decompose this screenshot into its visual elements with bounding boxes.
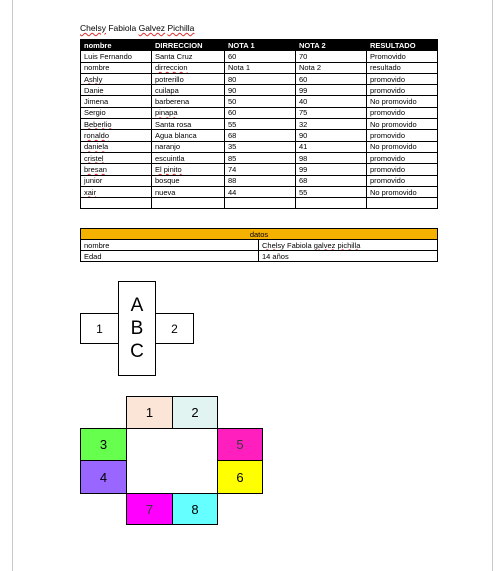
cell-text: 50 — [228, 97, 237, 107]
datos-surname-2: pichilla — [337, 240, 361, 250]
cell-nota-2 — [296, 96, 367, 107]
cell-direccion — [152, 130, 225, 141]
datos-row-edad — [81, 251, 438, 262]
datos-label-nombre: nombre — [81, 240, 259, 251]
page-margin-right — [492, 0, 493, 571]
cell-text: cuilapa — [155, 85, 179, 95]
cell-text: naranjo — [155, 142, 181, 152]
cell-text: ronaldo — [84, 131, 110, 141]
cell-nota-1 — [225, 164, 296, 175]
grid-cell-6: 6 — [217, 460, 263, 494]
header-nombre: nombre — [81, 40, 152, 51]
cell-resultado — [367, 96, 438, 107]
datos-table — [80, 228, 438, 262]
cell-direccion — [152, 85, 225, 96]
cell-resultado — [367, 141, 438, 152]
cell-nombre — [81, 186, 152, 197]
title-first-name: Chelsy — [80, 23, 106, 33]
cell-text: 41 — [299, 142, 308, 152]
grid-cell-2: 2 — [172, 396, 218, 429]
cell-direccion — [152, 175, 225, 186]
cell-resultado — [367, 164, 438, 175]
table-row — [81, 62, 438, 73]
cell-text: 32 — [299, 119, 308, 129]
cell-direccion — [152, 73, 225, 84]
datos-surname-1: galvez — [313, 240, 336, 250]
cell-text: resultado — [370, 63, 401, 73]
cell-text: 99 — [299, 85, 308, 95]
cell-resultado — [367, 107, 438, 118]
cell-resultado — [367, 51, 438, 62]
title-surname-2: Pichilla — [167, 23, 195, 33]
cell-text: Danie — [84, 85, 104, 95]
cell-nota-2 — [296, 164, 367, 175]
cell-nota-2 — [296, 51, 367, 62]
datos-value-edad: 14 años — [259, 251, 438, 262]
cell-resultado — [367, 130, 438, 141]
cross-letter-b: B — [130, 318, 144, 339]
datos-value-nombre — [259, 240, 438, 251]
cell-text: 80 — [228, 74, 237, 84]
cell-direccion — [152, 62, 225, 73]
header-resultado: RESULTADO — [367, 40, 438, 51]
cell-direccion — [152, 51, 225, 62]
cell-text: 74 — [228, 164, 237, 174]
cell-text: Santa rosa — [155, 119, 192, 129]
cell-text: pinapa — [155, 108, 178, 118]
cross-left-cell: 1 — [80, 313, 119, 344]
cell-nota-2 — [296, 152, 367, 163]
cell-direccion — [152, 198, 225, 209]
cell-resultado — [367, 62, 438, 73]
cell-direccion — [152, 119, 225, 130]
cell-text: nueva — [155, 187, 176, 197]
cell-text: promovido — [370, 108, 406, 118]
cell-text: 88 — [228, 176, 237, 186]
cell-nota-1 — [225, 119, 296, 130]
cell-text: 60 — [299, 74, 308, 84]
cell-nota-1 — [225, 141, 296, 152]
grid-cell-4: 4 — [80, 460, 127, 494]
cell-text: 90 — [228, 85, 237, 95]
cell-nota-2 — [296, 141, 367, 152]
cell-text: barberena — [155, 97, 190, 107]
cell-nota-1 — [225, 85, 296, 96]
header-nota-2: NOTA 2 — [296, 40, 367, 51]
document-title — [80, 23, 194, 33]
table-row — [81, 107, 438, 118]
grid-cell-8: 8 — [172, 493, 218, 525]
cell-nota-1 — [225, 96, 296, 107]
cell-resultado — [367, 119, 438, 130]
cell-resultado — [367, 73, 438, 84]
cell-resultado — [367, 85, 438, 96]
title-middle-name: Fabiola — [105, 23, 139, 33]
cell-nota-1 — [225, 73, 296, 84]
table-row — [81, 130, 438, 141]
cell-text: cristel — [84, 153, 104, 163]
cell-nombre — [81, 198, 152, 209]
cell-text: promovido — [370, 153, 406, 163]
table-row — [81, 141, 438, 152]
table-row — [81, 198, 438, 209]
cell-nota-2 — [296, 175, 367, 186]
cell-nota-2 — [296, 85, 367, 96]
cell-text: bresan — [84, 164, 107, 174]
cell-nombre — [81, 85, 152, 96]
table-row — [81, 164, 438, 175]
cell-nombre — [81, 141, 152, 152]
cell-nota-2 — [296, 198, 367, 209]
cross-center-cell — [118, 281, 156, 376]
cell-text: bosque — [155, 176, 180, 186]
cell-nota-2 — [296, 107, 367, 118]
table-row — [81, 96, 438, 107]
grid-cell-5: 5 — [217, 428, 263, 461]
cell-text: Luis Fernando — [84, 51, 132, 61]
cell-text: 68 — [299, 176, 308, 186]
cell-text: promovido — [370, 131, 406, 141]
datos-header: datos — [81, 229, 438, 240]
header-nota-1: NOTA 1 — [225, 40, 296, 51]
cell-nota-2 — [296, 186, 367, 197]
title-surname-1: Galvez — [138, 23, 166, 33]
cell-direccion — [152, 141, 225, 152]
cell-direccion — [152, 164, 225, 175]
cell-text: promovido — [370, 176, 406, 186]
cell-text: 60 — [228, 108, 237, 118]
datos-middle-name: Fabiola — [284, 240, 314, 250]
cell-nota-1 — [225, 130, 296, 141]
cell-text: Beberlio — [84, 119, 112, 129]
datos-label-edad: Edad — [81, 251, 259, 262]
cell-resultado — [367, 186, 438, 197]
cell-text: 44 — [228, 187, 237, 197]
cross-right-cell: 2 — [155, 313, 194, 344]
table-row — [81, 175, 438, 186]
cell-resultado — [367, 198, 438, 209]
cell-nombre — [81, 164, 152, 175]
cell-text: 40 — [299, 97, 308, 107]
cell-nombre — [81, 73, 152, 84]
grades-header-row — [81, 40, 438, 51]
cell-nota-1 — [225, 175, 296, 186]
cell-text: xair — [84, 187, 97, 197]
cell-text: Nota 2 — [299, 63, 322, 73]
cell-text: promovido — [370, 74, 406, 84]
cell-nota-2 — [296, 130, 367, 141]
cell-text: Santa Cruz — [155, 51, 193, 61]
datos-first-name: Chelsy — [262, 240, 285, 250]
datos-header-row — [81, 229, 438, 240]
cell-text: escuintla — [155, 153, 185, 163]
grades-table — [80, 39, 438, 209]
cell-nombre — [81, 130, 152, 141]
grid-cell-3: 3 — [80, 428, 127, 461]
cell-text: No promovido — [370, 187, 417, 197]
cell-nota-2 — [296, 62, 367, 73]
grid-cell-7: 7 — [126, 493, 173, 525]
cell-text: Sergio — [84, 108, 106, 118]
cell-text: 35 — [228, 142, 237, 152]
table-row — [81, 51, 438, 62]
cell-text: 85 — [228, 153, 237, 163]
cell-nombre — [81, 96, 152, 107]
grid-cell-1: 1 — [126, 396, 173, 429]
cell-text: 70 — [299, 51, 308, 61]
cell-text: Agua blanca — [155, 131, 197, 141]
cell-nota-2 — [296, 73, 367, 84]
table-row — [81, 73, 438, 84]
cell-text: nombre — [84, 63, 110, 73]
cell-text: Jimena — [84, 97, 109, 107]
table-row — [81, 152, 438, 163]
cell-text: potrerillo — [155, 74, 184, 84]
cross-letter-c: C — [130, 341, 144, 362]
cell-text: 75 — [299, 108, 308, 118]
cell-direccion — [152, 186, 225, 197]
cell-direccion — [152, 107, 225, 118]
cell-direccion — [152, 152, 225, 163]
cell-text: Nota 1 — [228, 63, 251, 73]
cell-nombre — [81, 119, 152, 130]
datos-row-nombre — [81, 240, 438, 251]
cell-direccion — [152, 96, 225, 107]
cell-text: Ashly — [84, 74, 103, 84]
cell-text: No promovido — [370, 142, 417, 152]
table-row — [81, 186, 438, 197]
cell-text: Promovido — [370, 51, 406, 61]
cell-text: 98 — [299, 153, 308, 163]
cell-nota-1 — [225, 152, 296, 163]
cell-text: El pinito — [155, 164, 182, 174]
cell-text: 90 — [299, 131, 308, 141]
cell-text: junior — [84, 176, 103, 186]
cell-nota-1 — [225, 107, 296, 118]
cell-nota-1 — [225, 186, 296, 197]
cell-text: 55 — [299, 187, 308, 197]
header-direccion: DIRRECCION — [152, 40, 225, 51]
cell-text: promovido — [370, 164, 406, 174]
cell-resultado — [367, 152, 438, 163]
cell-text: No promovido — [370, 119, 417, 129]
cell-nota-2 — [296, 119, 367, 130]
cell-nombre — [81, 51, 152, 62]
cell-nota-1 — [225, 51, 296, 62]
cell-nota-1 — [225, 62, 296, 73]
page-margin-left — [12, 0, 13, 571]
table-row — [81, 119, 438, 130]
cell-text: No promovido — [370, 97, 417, 107]
cell-nota-1 — [225, 198, 296, 209]
cell-text: 60 — [228, 51, 237, 61]
cell-text: 68 — [228, 131, 237, 141]
cell-text: daniela — [84, 142, 109, 152]
cell-text: 55 — [228, 119, 237, 129]
cell-nombre — [81, 175, 152, 186]
cell-resultado — [367, 175, 438, 186]
cross-letter-a: A — [130, 295, 144, 316]
table-row — [81, 85, 438, 96]
cell-nombre — [81, 152, 152, 163]
cell-text: dirreccion — [155, 63, 188, 73]
cell-text: 99 — [299, 164, 308, 174]
cell-nombre — [81, 107, 152, 118]
cell-nombre — [81, 62, 152, 73]
cell-text: promovido — [370, 85, 406, 95]
grades-body — [81, 51, 438, 209]
